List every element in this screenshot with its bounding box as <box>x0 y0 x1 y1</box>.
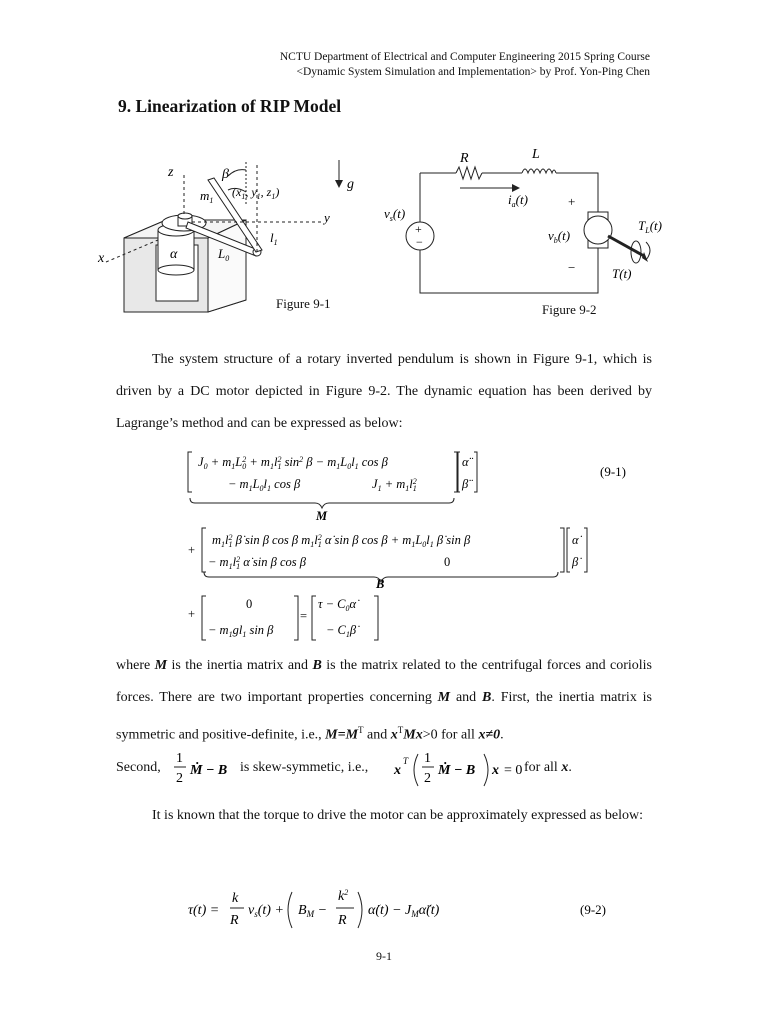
svg-text:− m1L0l1 cos β: − $m_1L_0l_1$ cos β <box>228 477 301 493</box>
fig1-beta-label: β <box>222 167 229 182</box>
svg-text:− C1β̇: − $C_1\betȧ$ <box>326 623 357 639</box>
svg-text:J1 + m1l21: $J_1 + m_1l^2$ 1 <box>372 477 417 493</box>
fig1-g-label: g <box>347 177 354 192</box>
svg-text:= 0: = 0 <box>504 763 522 778</box>
fig1-l1-label: $l_1$ <box>270 230 278 247</box>
svg-text:+: + <box>415 222 422 236</box>
second-label: Second, <box>116 760 161 775</box>
svg-text:+: + <box>188 543 196 557</box>
svg-text:− m1gl1 sin β: − $m_1gl_1$ sin β <box>208 623 274 639</box>
paragraph-intro: The system structure of a rotary inverted pendulum is shown in Figure 9-1, which is driven by a DC motor depicted in Figure 9-2. The dynamic equation has been derived by Lagrange’s method and can be expressed as below: <box>116 352 652 431</box>
svg-text:α̇: α̇ <box>572 533 579 547</box>
svg-text:α̇(t) − JMα̈(t): α̇(t) − $J_M\alphä(t)$ <box>368 903 440 919</box>
svg-text:− m1l21 α̇ sin β cos β: − $m_1l^2$ 1 α̇ sin β cos β <box>208 555 306 571</box>
equation-9-2-number: (9-2) <box>580 902 606 917</box>
svg-text:β̈: β̈ <box>462 477 469 491</box>
fig2-vb-label: $v_b(t)$ <box>548 228 571 245</box>
forall-text: for all x. <box>524 760 572 775</box>
svg-text:BM −: $B_M$ − <box>298 903 328 919</box>
equation-9-1-number: (9-1) <box>600 464 626 479</box>
svg-text:R: R <box>230 913 239 928</box>
svg-text:2: 2 <box>176 771 183 786</box>
svg-text:Ṁ − B: Ṁ − B <box>438 763 476 778</box>
svg-text:J0 + m1L20 + m1l21 sin2 β −: $J_0 + m_1L^2$ $0 + m_1l^2$ 1 $\sin^2 \beta - m_1L_0l_1$ cos β <box>198 455 388 471</box>
paragraph-properties: where M is the inertia matrix and B is the matrix related to the centrifugal forces and coriolis forces. There are two important properties concerning M and B. First, the inertia matrix is symmetric and positive-definite, i.e., $M=M^T$ and $x^TMx>0$ for all x≠0. <box>116 658 652 743</box>
fig2-L-label: L <box>532 147 540 162</box>
svg-text:1: 1 <box>424 751 431 766</box>
equation-9-2 <box>186 884 646 936</box>
fig2-T-label: T(t) <box>612 266 632 281</box>
fig2-ia-label: $i_a(t)$ <box>508 192 528 209</box>
svg-text:k: k <box>232 891 239 906</box>
svg-text:−: − <box>416 235 423 249</box>
fig2-R-label: R <box>460 151 469 166</box>
svg-text:α̈: α̈ <box>462 455 469 469</box>
equation-M-label: M <box>316 509 328 523</box>
fig2-TL-label: $T_L(t)$ <box>638 218 662 235</box>
fig1-L0-label: $L_0$ <box>218 246 230 263</box>
skew-condition <box>392 748 522 792</box>
header-author-line: <Dynamic System Simulation and Implementation> by Prof. Yon-Ping Chen <box>296 66 650 78</box>
header-course-line: NCTU Department of Electrical and Computer Engineering 2015 Spring Course <box>279 51 650 63</box>
svg-text:vs(t) +: $v_s(t)$ + <box>248 903 284 919</box>
fig1-x-label: x <box>98 251 105 266</box>
equation-B-label: B <box>376 577 385 591</box>
fig2-minus-label: − <box>568 260 576 275</box>
svg-text:m1l21 β̇ sin β cos β m1l2: $m_1l^2$ 1 β̇ sin β cos β $m_1l^2$ 1 α̇ sin β $\cos \beta + m_1L_0l_1$ β̇ sin β <box>212 533 471 549</box>
svg-text:=: = <box>300 609 308 623</box>
svg-text:R: R <box>338 913 347 928</box>
fig1-point-label: ($x_1$, $y_1$, $z_1$) <box>232 185 280 201</box>
page-number: 9-1 <box>376 949 392 963</box>
svg-text:τ(t) =: τ(t) = <box>188 903 220 918</box>
svg-text:T: T <box>403 756 409 766</box>
svg-text:x: x <box>492 763 499 778</box>
fig1-alpha-label: α <box>170 247 178 262</box>
figure-9-2-caption: Figure 9-2 <box>542 302 597 317</box>
svg-text:0: 0 <box>246 597 253 611</box>
paragraph-torque: It is known that the torque to drive the motor can be approximately expressed as below: <box>152 808 644 823</box>
fig2-plus-label: + <box>568 194 576 209</box>
svg-text:Ṁ − B: Ṁ − B <box>190 763 228 778</box>
half-Mdot-minus-B <box>172 748 236 792</box>
equation-9-1 <box>176 448 636 644</box>
fig1-m1-label: $m_1$ <box>200 188 214 205</box>
figure-9-1-pendulum-diagram <box>96 150 376 320</box>
svg-text:k2: $k^2$ <box>338 888 349 904</box>
svg-text:0: 0 <box>444 555 451 569</box>
svg-text:+: + <box>188 607 196 621</box>
skew-text: is skew-symmetic, i.e., <box>240 760 369 775</box>
svg-text:β̇: β̇ <box>572 555 579 569</box>
svg-text:τ − C0α̇: $\tau - C_0\alphȧ$ <box>318 597 357 613</box>
paragraph-skew-symmetric <box>116 748 656 792</box>
svg-text:2: 2 <box>424 771 431 786</box>
section-title: 9. Linearization of RIP Model <box>118 96 342 116</box>
svg-text:x: x <box>394 763 401 778</box>
fig1-z-label: z <box>168 165 174 180</box>
fig2-vs-label: $v_s(t)$ <box>384 206 406 223</box>
figure-9-2-motor-circuit <box>374 140 674 300</box>
svg-text:1: 1 <box>176 751 183 766</box>
figure-9-1-caption: Figure 9-1 <box>276 296 331 311</box>
fig1-y-label: y <box>324 210 330 225</box>
